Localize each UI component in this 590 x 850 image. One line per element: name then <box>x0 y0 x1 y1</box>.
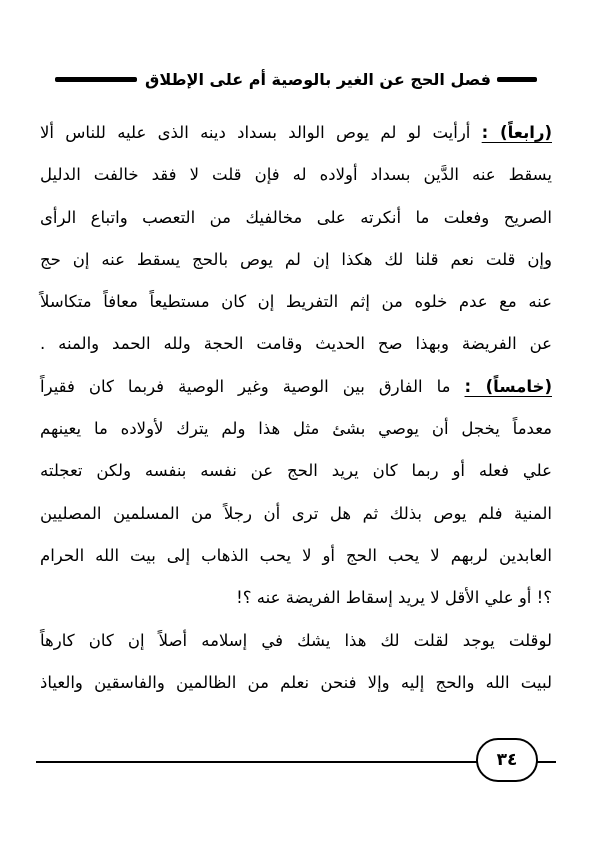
text-line: وإن قلت نعم قلنا لك هكذا إن لم يوص بالحج يسقط عنه إن حج <box>40 249 552 269</box>
text-line: المنية فلم يوص بذلك ثم هل ترى أن رجلاً من المسلمين المصليين <box>40 503 552 523</box>
text-line: يسقط عنه الدَّين بسداد أولاده له فإن قلت لا فقد خالفت الدليل <box>40 165 552 185</box>
text-line-content: ما الفارق بين الوصية وغير الوصية فربما كان فقيراً <box>40 376 465 396</box>
text-line: لبيت الله والحج إليه وإلا فنحن نعلم من الظالمين والفاسقين والعياذ <box>40 672 552 692</box>
point-label-fifth: (خامساً) : <box>464 376 552 396</box>
text-line: عن الفريضة وبهذا صح الحديث وقامت الحجة ولله الحمد والمنه . <box>40 334 552 354</box>
chapter-title: فصل الحج عن الغير بالوصية أم على الإطلاق <box>145 69 491 89</box>
text-line: لوقلت يوجد لقلت لك هذا يشك في إسلامه أصلاً إن كان كارهاً <box>40 630 552 650</box>
text-line: عنه مع عدم خلوه من إثم التفريط إن كان مستطيعاً معافاً متكاسلاً <box>40 292 552 312</box>
header-bar-left <box>55 77 137 82</box>
body-text <box>40 112 552 704</box>
text-line: ؟! أو علي الأقل لا يريد إسقاط الفريضة عنه ؟! <box>236 588 552 608</box>
text-line-content: أرأيت لو لم يوص الوالد بسداد دينه الذى عليه للناس ألا <box>40 123 482 142</box>
text-line: العابدين لربهم لا يحب الحج أو لا يحب الذهاب إلى بيت الله الحرام <box>40 545 552 565</box>
point-label-fourth: (رابعاً) : <box>481 123 552 142</box>
text-line <box>40 112 552 154</box>
text-line: علي فعله أو ربما كان يريد الحج عن نفسه بنفسه ولكن تعجلته <box>40 461 552 481</box>
text-line <box>40 366 552 408</box>
text-line: الصريح وفعلت ما أنكرته على مخالفيك من التعصب واتباع الرأى <box>40 207 552 227</box>
page-footer <box>36 738 556 782</box>
page-number: ٣٤ <box>476 738 538 782</box>
page-header <box>36 64 556 94</box>
text-line: معدماً يخجل أن يوصي بشئ مثل هذا ولم يترك لأولاده ما يعينهم <box>40 419 552 439</box>
header-bar-right <box>497 77 537 82</box>
